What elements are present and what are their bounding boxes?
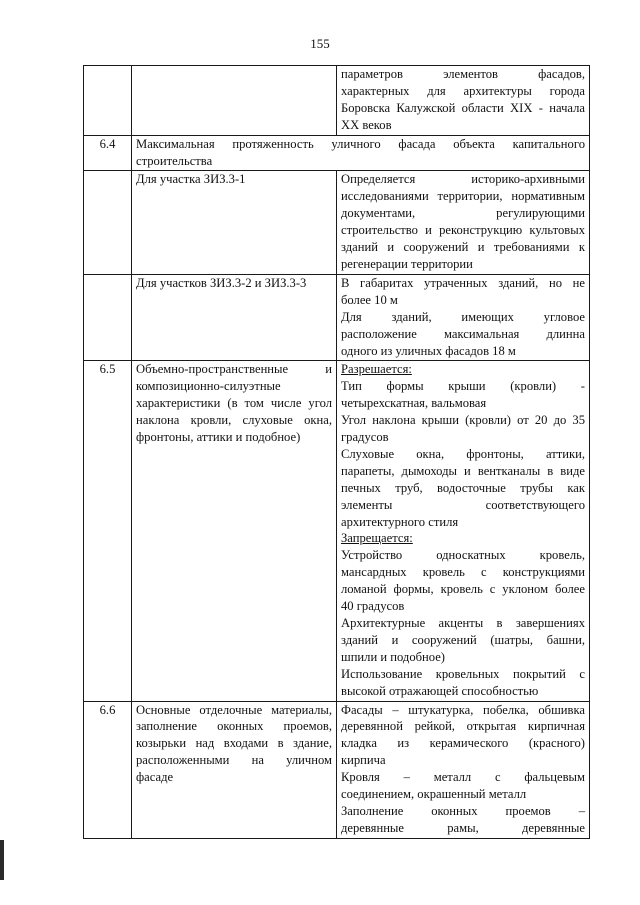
text-line: 40 градусов [341,599,405,614]
parameter-value [337,701,590,838]
text-line: характеристики (в том числе угол [136,396,332,411]
text-line: Устройство односкатных кровель, [341,548,585,563]
text-line: документами, регулирующими [341,206,585,221]
text-line: шпили и подобное) [341,649,445,664]
parameter-name [132,274,337,361]
text-line: зданий и сооружений и требованиями к [341,240,585,255]
table-row [84,171,590,274]
parameter-name [132,701,337,838]
text-line: заполнение оконных проемов, [136,719,332,734]
text-line: Для участков ЗИЗ.3-2 и ЗИЗ.3-3 [136,275,307,290]
text-line: кладка из керамического (красного) [341,736,585,751]
text-line: регенерации территории [341,256,473,271]
text-line: параметров элементов фасадов, [341,67,585,81]
parameter-value [337,274,590,361]
text-line: Боровска Калужской области XIX - начала [341,100,585,115]
text-line: расположенными на уличном [136,753,332,768]
text-line: архитектурного стиля [341,514,459,529]
text-line: XX веков [341,117,392,132]
text-line: Кровля – металл с фальцевым [341,770,585,785]
table-row [84,361,590,701]
text-line: строительства [136,153,213,168]
text-line: Угол наклона крыши (кровли) от 20 до 35 [341,413,585,428]
table-row [84,274,590,361]
text-line: расположение максимальная длинна [341,326,585,341]
parameter-value [337,171,590,274]
regulations-table [83,65,590,839]
row-number: 6.6 [84,701,132,838]
text-line: Архитектурные акценты в завершениях [341,616,585,630]
scan-edge-mark [0,840,4,880]
text-line: Использование кровельных покрытий с [341,666,585,681]
text-line: деревянной рейкой, открытая кирпичная [341,719,585,734]
text-line: Разрешается: [341,362,412,377]
text-line: элементы соответствующего [341,497,585,512]
text-line: Заполнение оконных проемов – [341,803,585,818]
text-line: Максимальная протяженность уличного фасада объекта капитального [136,136,585,151]
text-line: композиционно-силуэтные [136,379,281,394]
table-row [84,701,590,838]
page-number: 155 [310,36,330,51]
text-line: четырехскатная, вальмовая [341,396,487,411]
text-line: Запрещается: [341,531,413,546]
text-line: строительство и реконструкцию культовых [341,223,585,238]
parameter-name [132,66,337,136]
text-line: исследованиями территории, нормативным [341,189,585,204]
text-line: Основные отделочные материалы, [136,702,332,717]
text-line: печных труб, водосточные трубы как [341,480,585,495]
text-line: ломаной формы, кровель с уклоном более [341,582,585,597]
parameter-value [337,66,590,136]
text-line: фронтоны, аттики и подобное) [136,430,301,445]
text-line: мансардных кровель с конструкциями [341,565,585,580]
text-line: Определяется историко-архивными [341,172,585,187]
text-line: Для участка ЗИЗ.3-1 [136,172,246,187]
text-line: одного из уличных фасадов 18 м [341,343,516,358]
parameter-value [337,361,590,701]
text-line: высокой отражающей способностью [341,683,539,698]
text-line: кирпича [341,753,386,768]
text-line: соединением, окрашенный металл [341,787,527,802]
text-line: В габаритах утраченных зданий, но не [341,275,585,290]
parameter-name [132,361,337,701]
table-row [84,66,590,136]
row-number [84,171,132,274]
parameter-name [132,171,337,274]
row-number: 6.5 [84,361,132,701]
text-line: характерных для архитектуры города [341,83,585,98]
text-line: Слуховые окна, фронтоны, аттики, [341,446,585,461]
row-number: 6.4 [84,135,132,171]
text-line: Тип формы крыши (кровли) - [341,379,585,394]
text-line: парапеты, дымоходы и вентканалы в виде [341,463,585,478]
row-number [84,274,132,361]
parameter-heading [132,135,590,171]
text-line: Для зданий, имеющих угловое [341,309,585,324]
text-line: Объемно-пространственные и [136,362,332,377]
text-line: козырьки над входами в здание, [136,736,332,751]
text-line: наклона кровли, слуховые окна, [136,413,332,428]
text-line: деревянные рамы, деревянные [341,820,585,835]
text-line: Фасады – штукатурка, побелка, обшивка [341,702,585,717]
row-number [84,66,132,136]
text-line: более 10 м [341,292,398,307]
text-line: фасаде [136,770,174,785]
text-line: зданий и сооружений (шатры, башни, [341,632,585,647]
text-line: градусов [341,430,389,445]
table-row [84,135,590,171]
